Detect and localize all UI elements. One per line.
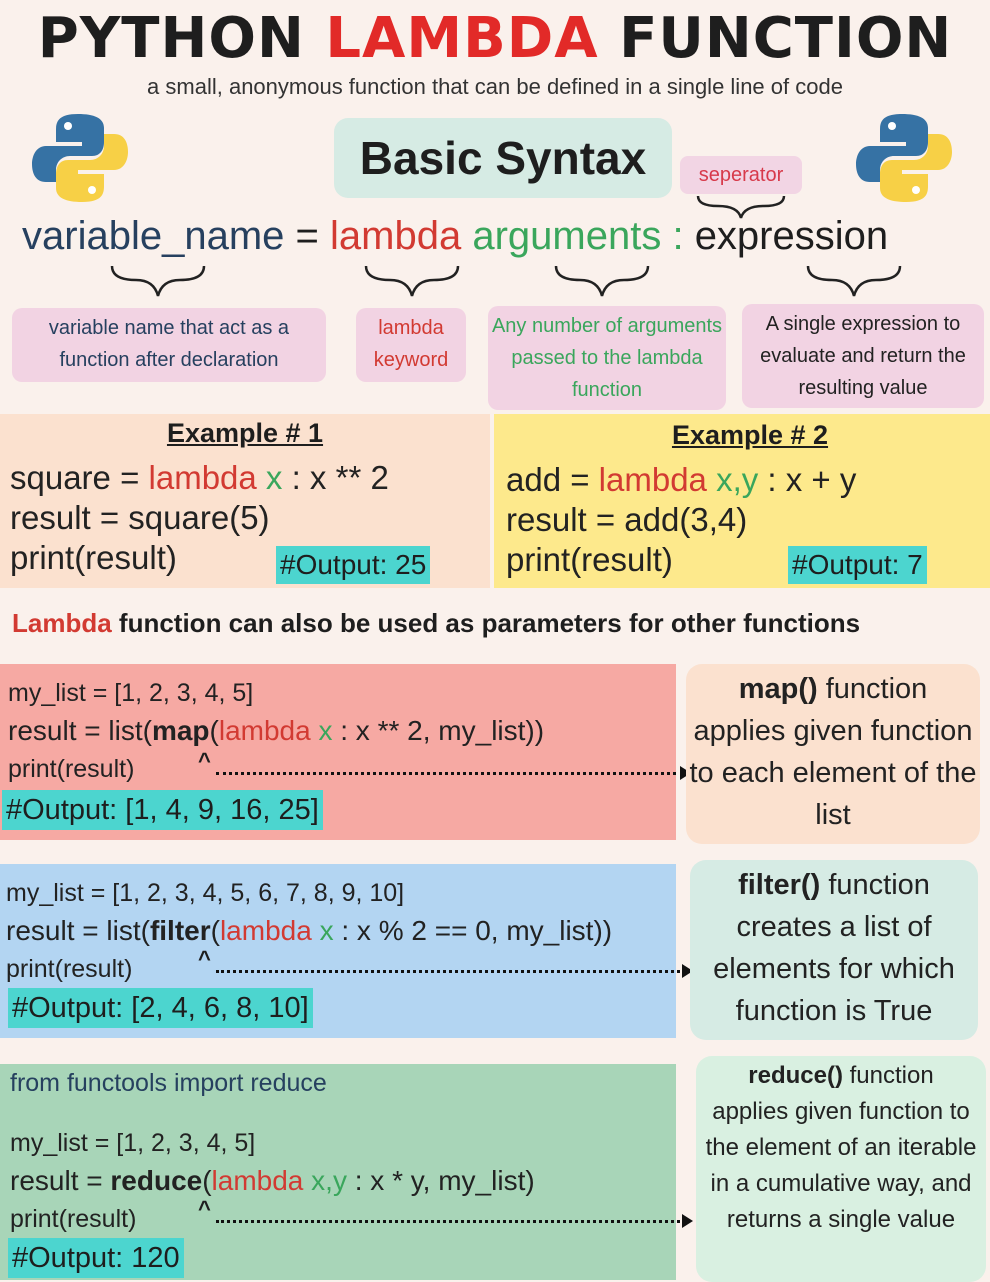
title-lambda: LAMBDA bbox=[325, 6, 599, 71]
syntax-lambda: lambda bbox=[330, 214, 462, 258]
syntax-expression: expression bbox=[694, 214, 889, 258]
ex2-line2: result = add(3,4) bbox=[506, 501, 748, 538]
desc-arguments: Any number of arguments passed to the lambda function bbox=[488, 306, 726, 410]
filter-keyword: filter bbox=[149, 915, 211, 946]
filter-side-rest2: creates a list of elements for which function is True bbox=[713, 911, 955, 1027]
brace-icon bbox=[804, 262, 904, 302]
map-code bbox=[8, 674, 544, 788]
dotted-arrow-icon bbox=[216, 1220, 680, 1223]
ex2-expr: : x + y bbox=[767, 461, 857, 498]
ex2-line3: print(result) bbox=[506, 541, 673, 578]
filter-side-rest1: function bbox=[820, 869, 930, 901]
arrow-head-icon bbox=[682, 1214, 693, 1228]
syntax-variable-name: variable_name bbox=[22, 214, 285, 258]
reduce-output: #Output: 120 bbox=[8, 1238, 184, 1278]
syntax-line bbox=[22, 214, 888, 259]
reduce-side-rest2: applies given function to the element of an iterable in a cumulative way, and returns a single value bbox=[705, 1098, 977, 1233]
ex1-line1-a: square = bbox=[10, 459, 140, 496]
reduce-args: x,y bbox=[311, 1165, 347, 1196]
map-lambda: lambda bbox=[218, 715, 311, 746]
dotted-arrow-icon bbox=[216, 970, 680, 973]
ex2-lambda: lambda bbox=[598, 461, 707, 498]
example2-output: #Output: 7 bbox=[788, 546, 927, 584]
filter-output: #Output: [2, 4, 6, 8, 10] bbox=[8, 988, 313, 1028]
separator-label: seperator bbox=[680, 156, 802, 194]
filter-l2-f: : x % 2 == 0, my_list)) bbox=[341, 915, 613, 946]
python-logo-right-icon bbox=[852, 108, 956, 208]
example1-output: #Output: 25 bbox=[276, 546, 430, 584]
map-l2-c: ( bbox=[209, 715, 219, 746]
ex1-lambda: lambda bbox=[148, 459, 257, 496]
map-l2-f: : x ** 2, my_list)) bbox=[340, 715, 545, 746]
filter-l2-a: result = list( bbox=[6, 915, 150, 946]
syntax-equals: = bbox=[295, 214, 319, 258]
title-function: FUNCTION bbox=[619, 6, 953, 71]
desc-expression: A single expression to evaluate and return the resulting value bbox=[742, 304, 984, 408]
syntax-colon: : bbox=[672, 214, 684, 258]
filter-side-note bbox=[690, 860, 978, 1040]
reduce-l2-a: result = bbox=[10, 1165, 103, 1196]
reduce-side-rest1: function bbox=[842, 1062, 934, 1089]
ex1-args: x bbox=[265, 459, 283, 496]
map-output: #Output: [1, 4, 9, 16, 25] bbox=[2, 790, 323, 830]
example2-title: Example # 2 bbox=[671, 420, 829, 450]
caret-icon: ^ bbox=[198, 748, 211, 773]
map-side-rest1: function bbox=[817, 673, 928, 705]
desc-variable-name: variable name that act as a function after declaration bbox=[12, 308, 326, 382]
map-l2-a: result = list( bbox=[8, 715, 152, 746]
brace-icon bbox=[108, 262, 208, 302]
reduce-l2-f: : x * y, my_list) bbox=[354, 1165, 535, 1196]
dotted-arrow-icon bbox=[216, 772, 676, 775]
filter-side-bold: filter() bbox=[738, 869, 821, 901]
ex1-line3: print(result) bbox=[10, 539, 177, 576]
map-side-note bbox=[686, 664, 980, 844]
title-python: PYTHON bbox=[37, 6, 305, 71]
reduce-l2-c: ( bbox=[202, 1165, 212, 1196]
page-title bbox=[0, 6, 990, 71]
ex1-line2: result = square(5) bbox=[10, 499, 270, 536]
reduce-keyword: reduce bbox=[110, 1165, 203, 1196]
map-line1: my_list = [1, 2, 3, 4, 5] bbox=[8, 679, 254, 707]
filter-l2-c: ( bbox=[210, 915, 220, 946]
reduce-import-line: from functools import reduce bbox=[10, 1069, 327, 1097]
params-heading-rest: function can also be used as parameters for other functions bbox=[118, 608, 861, 638]
reduce-side-note bbox=[696, 1056, 986, 1282]
reduce-lambda: lambda bbox=[211, 1165, 304, 1196]
reduce-line3: print(result) bbox=[10, 1205, 137, 1233]
ex2-args: x,y bbox=[716, 461, 759, 498]
map-args: x bbox=[318, 715, 333, 746]
syntax-arguments: arguments bbox=[472, 214, 662, 258]
filter-lambda: lambda bbox=[219, 915, 312, 946]
brace-icon bbox=[362, 262, 462, 302]
page-subtitle: a small, anonymous function that can be defined in a single line of code bbox=[147, 74, 843, 99]
caret-icon: ^ bbox=[198, 1196, 211, 1221]
filter-args: x bbox=[319, 915, 334, 946]
map-line3: print(result) bbox=[8, 755, 135, 783]
desc-lambda-keyword: lambda keyword bbox=[356, 308, 466, 382]
params-heading bbox=[12, 608, 860, 639]
caret-icon: ^ bbox=[198, 946, 211, 971]
map-side-bold: map() bbox=[738, 673, 818, 705]
python-logo-left-icon bbox=[28, 108, 132, 208]
params-heading-red: Lambda bbox=[12, 608, 112, 638]
basic-syntax-heading: Basic Syntax bbox=[334, 118, 672, 198]
ex1-expr: : x ** 2 bbox=[291, 459, 389, 496]
ex2-line1-a: add = bbox=[506, 461, 590, 498]
reduce-side-bold: reduce() bbox=[748, 1062, 843, 1089]
map-side-rest2: applies given function to each element of the list bbox=[689, 715, 977, 831]
filter-line1: my_list = [1, 2, 3, 4, 5, 6, 7, 8, 9, 10] bbox=[6, 879, 405, 907]
map-keyword: map bbox=[151, 715, 210, 746]
filter-line3: print(result) bbox=[6, 955, 133, 983]
example1-title: Example # 1 bbox=[166, 418, 324, 448]
brace-icon bbox=[552, 262, 652, 302]
reduce-line1: my_list = [1, 2, 3, 4, 5] bbox=[10, 1129, 256, 1157]
